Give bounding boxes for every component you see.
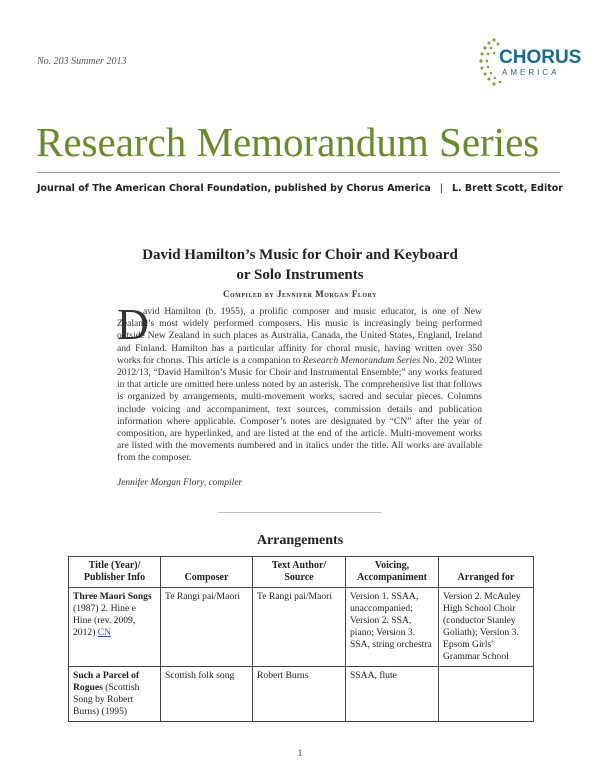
cell-title (69, 588, 161, 667)
chorus-america-logo (478, 34, 582, 90)
section-divider (218, 512, 381, 513)
header-voicing: Voicing, Accompaniment (346, 557, 439, 588)
article-body (117, 306, 482, 465)
cell-text: Te Rangi pai/Maori (253, 588, 346, 667)
journal-line (37, 183, 563, 194)
journal-name: Journal of The American Choral Foundation, published by Chorus America (37, 183, 431, 194)
composer-notes-link[interactable]: CN (97, 627, 112, 638)
header-title: Title (Year)/ Publisher Info (69, 557, 161, 588)
row-title-rest: (1987) 2. Hine e Hine (rev. 2009, 2012) (73, 603, 136, 638)
cell-arranged: Version 2. McAuley High School Choir (conductor Stanley Goliath); Version 3. Epsom Girls' Grammar School (439, 588, 534, 667)
table-row (69, 667, 534, 722)
logo-word: CHORUS (499, 47, 582, 68)
body-start: avid Hamilton (b. 1955), a prolific composer and music educator, is one of New Zealand’s most widely performed composers. His music is increasingly being performed outside New Zealand in such places as Australia, Canada, the United States, England, Ireland and Finland. Hamilton has a particular affinity for choral music, having written over 350 works for chorus. This article is a companion to (117, 306, 482, 366)
cell-arranged (439, 667, 534, 722)
editor-name: L. Brett Scott, Editor (451, 183, 563, 194)
cell-composer: Te Rangi pai/Maori (161, 588, 253, 667)
row-title-bold: Three Maori Songs (73, 591, 152, 602)
issue-label: No. 203 Summer 2013 (37, 56, 127, 67)
cell-title (69, 667, 161, 722)
cell-voicing: SSAA, flute (346, 667, 439, 722)
table-row (69, 588, 534, 667)
cell-composer: Scottish folk song (161, 667, 253, 722)
logo-sub: AMERICA (502, 68, 560, 77)
series-title: Research Memorandum Series (36, 119, 540, 165)
arrangements-table (68, 556, 534, 722)
compiler-signature: Jennifer Morgan Flory, compiler (117, 478, 243, 488)
journal-separator: | (439, 183, 443, 194)
body-end: No. 202 Winter 2012/13, “David Hamilton’s Music for Choir and Instrumental Ensemble;” any works featured in that article are omitted here unless noted by an asterisk. The comprehensive list that follows is organized by arrangements, multi-movement works, sacred and secular pieces. Columns include voicing and accompaniment, text sources, commission details and publication information where applicable. Composer’s notes are designated by “CN” after the year of composition, are hyperlinked, and are listed at the end of the article. Multi-movement works are listed with the movements numbered and in italics under the title. All works are available from the composer. (117, 354, 482, 464)
cell-voicing: Version 1. SSAA, unaccompanied; Version 2. SSA, piano; Version 3. SSA, string orchestra (346, 588, 439, 667)
drop-cap: D (117, 300, 149, 349)
header-rule (37, 172, 560, 173)
article-title-line2: or Solo Instruments (236, 267, 364, 283)
row-title-bold: Such a Parcel of Rogues (73, 670, 140, 693)
cell-text: Robert Burns (253, 667, 346, 722)
header-composer: Composer (161, 557, 253, 588)
row-title-rest: (Scottish Song by Robert Burns) (1995) (73, 682, 140, 717)
header-arranged: Arranged for (439, 557, 534, 588)
article-title-line1: David Hamilton’s Music for Choir and Keyboard (142, 247, 458, 263)
compiled-by: Compiled by Jennifer Morgan Flory (223, 289, 377, 299)
body-italic-ref: Research Memorandum Series (302, 354, 421, 366)
page-number: 1 (297, 748, 303, 758)
article-title (80, 245, 520, 285)
section-title: Arrangements (256, 533, 344, 548)
header-text: Text Author/ Source (253, 557, 346, 588)
table-header-row (69, 557, 534, 588)
